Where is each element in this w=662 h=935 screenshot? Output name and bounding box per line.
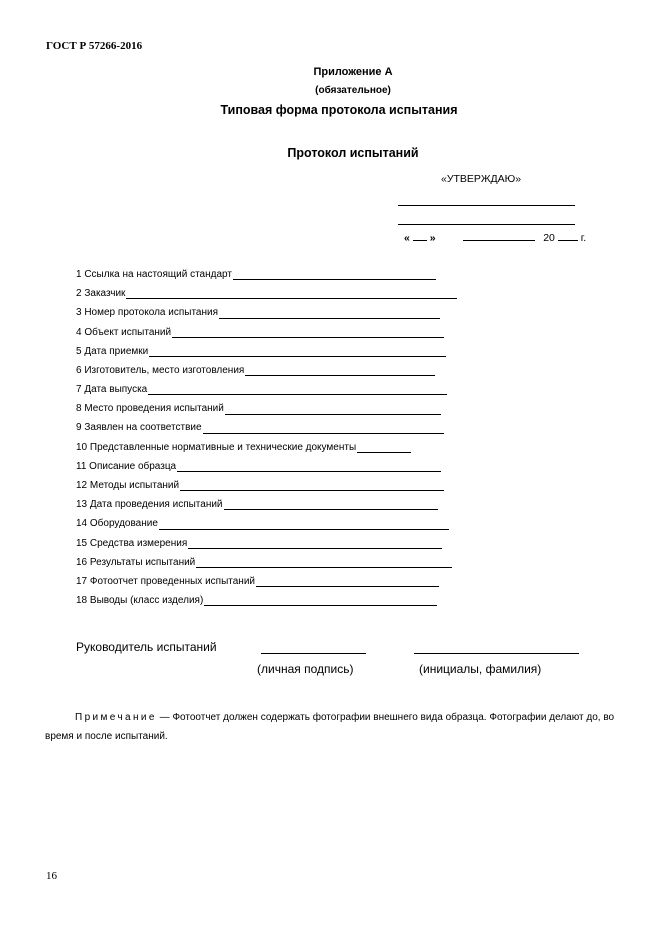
date-quote-close: » <box>429 232 436 244</box>
field-blank <box>203 433 444 434</box>
field-item <box>76 399 457 418</box>
field-item <box>76 419 457 438</box>
field-blank <box>233 279 436 280</box>
year-suffix: г. <box>580 232 587 244</box>
field-item <box>76 284 457 303</box>
field-label: 12 Методы испытаний <box>76 480 180 492</box>
field-label: 7 Дата выпуска <box>76 384 148 396</box>
field-label: 15 Средства измерения <box>76 537 188 549</box>
field-item <box>76 265 457 284</box>
protocol-fields-list <box>76 265 457 610</box>
day-blank <box>413 230 427 241</box>
field-item <box>76 591 457 610</box>
field-blank <box>219 318 440 319</box>
field-label: 9 Заявлен на соответствие <box>76 422 202 434</box>
field-blank <box>188 548 442 549</box>
field-item <box>76 495 457 514</box>
field-item <box>76 342 457 361</box>
field-blank <box>224 509 438 510</box>
field-label: 10 Представленные нормативные и технические документы <box>76 441 357 453</box>
field-item <box>76 457 457 476</box>
field-blank <box>357 452 411 453</box>
field-blank <box>149 356 446 357</box>
approve-line-2 <box>398 224 575 225</box>
signature-line <box>261 653 366 654</box>
document-header: ГОСТ Р 57266-2016 <box>46 40 143 52</box>
field-label: 16 Результаты испытаний <box>76 556 196 568</box>
approve-label: «УТВЕРЖДАЮ» <box>441 173 522 185</box>
field-label: 18 Выводы (класс изделия) <box>76 595 204 607</box>
field-item <box>76 476 457 495</box>
field-blank <box>225 414 441 415</box>
page-number: 16 <box>46 870 57 882</box>
field-label: 3 Номер протокола испытания <box>76 307 218 319</box>
field-item <box>76 553 457 572</box>
field-item <box>76 534 457 553</box>
field-label: 14 Оборудование <box>76 518 158 530</box>
field-blank <box>245 375 435 376</box>
field-blank <box>196 567 452 568</box>
field-label: 4 Объект испытаний <box>76 326 172 338</box>
field-blank <box>177 471 441 472</box>
name-caption: (инициалы, фамилия) <box>419 662 542 676</box>
field-blank <box>148 394 447 395</box>
field-blank <box>159 529 449 530</box>
form-title: Типовая форма протокола испытания <box>220 103 458 117</box>
signature-label: Руководитель испытаний <box>76 640 217 654</box>
protocol-title: Протокол испытаний <box>287 146 419 160</box>
month-blank <box>463 230 535 241</box>
appendix-status: (обязательное) <box>315 85 391 96</box>
field-item <box>76 303 457 322</box>
signature-caption: (личная подпись) <box>257 662 354 676</box>
field-item <box>76 361 457 380</box>
field-blank <box>204 605 437 606</box>
year-blank <box>558 230 578 241</box>
field-item <box>76 514 457 533</box>
approve-date <box>404 230 586 244</box>
date-quote-open: « <box>404 232 410 244</box>
field-blank <box>172 337 444 338</box>
field-label: 5 Дата приемки <box>76 345 149 357</box>
field-label: 2 Заказчик <box>76 288 126 300</box>
field-blank <box>256 586 439 587</box>
note-text: — Фотоотчет должен содержать фотографии внешнего вида образца. Фотографии делают до, во время и после испытаний. <box>45 712 615 742</box>
field-label: 1 Ссылка на настоящий стандарт <box>76 268 232 280</box>
note-label: Примечание <box>75 712 157 723</box>
field-item <box>76 323 457 342</box>
field-label: 13 Дата проведения испытаний <box>76 499 223 511</box>
field-label: 17 Фотоотчет проведенных испытаний <box>76 575 255 587</box>
field-label: 11 Описание образца <box>76 460 177 472</box>
field-blank <box>180 490 444 491</box>
field-label: 6 Изготовитель, место изготовления <box>76 364 245 376</box>
field-blank <box>126 298 457 299</box>
approve-line-1 <box>398 205 575 206</box>
appendix-title: Приложение А <box>313 66 393 78</box>
year-prefix: 20 <box>543 232 555 244</box>
field-item <box>76 380 457 399</box>
field-item <box>76 572 457 591</box>
field-label: 8 Место проведения испытаний <box>76 403 224 415</box>
field-item <box>76 438 457 457</box>
name-line <box>414 653 579 654</box>
note-paragraph <box>45 708 620 746</box>
